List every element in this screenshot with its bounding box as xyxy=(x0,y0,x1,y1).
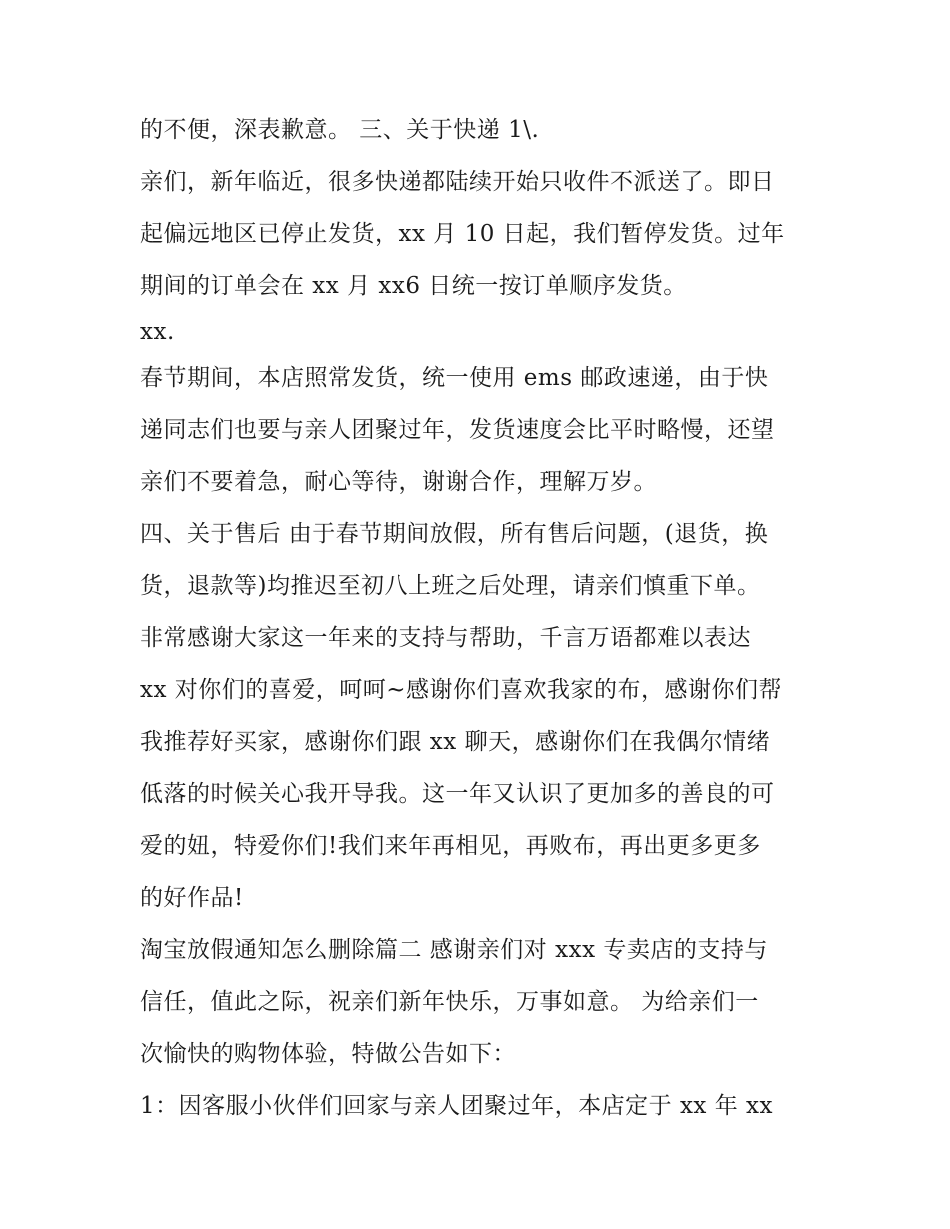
text-line: 非常感谢大家这一年来的支持与帮助，千言万语都难以表达 xyxy=(140,625,751,651)
text-line: 四、关于售后 由于春节期间放假，所有售后问题，(退货，换 xyxy=(140,521,769,547)
text-line: 信任，值此之际，祝亲们新年快乐，万事如意。 为给亲们一 xyxy=(140,989,759,1015)
text-line: xx 对你们的喜爱，呵呵~感谢你们喜欢我家的布，感谢你们帮 xyxy=(140,677,783,703)
text-line: 起偏远地区已停止发货，xx 月 10 日起，我们暂停发货。过年 xyxy=(140,221,785,247)
text-line: 次愉快的购物体验，特做公告如下： xyxy=(140,1041,516,1067)
text-line: 货，退款等)均推迟至初八上班之后处理，请亲们慎重下单。 xyxy=(140,573,761,599)
text-line: 1：因客服小伙伴们回家与亲人团聚过年，本店定于 xx 年 xx xyxy=(140,1093,773,1119)
text-line: 淘宝放假通知怎么删除篇二 感谢亲们对 xxx 专卖店的支持与 xyxy=(140,937,768,963)
text-line: 亲们，新年临近，很多快递都陆续开始只收件不派送了。即日 xyxy=(140,169,775,195)
text-line: 的好作品! xyxy=(140,885,244,911)
text-line: xx. xyxy=(140,319,175,345)
text-line: 低落的时候关心我开导我。这一年又认识了更加多的善良的可 xyxy=(140,781,775,807)
text-line: 亲们不要着急，耐心等待，谢谢合作，理解万岁。 xyxy=(140,469,657,495)
document-page xyxy=(140,104,820,1132)
text-line: 递同志们也要与亲人团聚过年，发货速度会比平时略慢，还望 xyxy=(140,417,775,443)
text-line: 期间的订单会在 xx 月 xx6 日统一按订单顺序发货。 xyxy=(140,273,687,299)
text-line: 的不便，深表歉意。 三、关于快递 1\. xyxy=(140,117,540,143)
text-line: 爱的妞，特爱你们!我们来年再相见，再败布，再出更多更多 xyxy=(140,833,761,859)
text-line: 我推荐好买家，感谢你们跟 xx 聊天，感谢你们在我偶尔情绪 xyxy=(140,729,771,755)
text-line: 春节期间，本店照常发货，统一使用 ems 邮政速递，由于快 xyxy=(140,365,769,391)
